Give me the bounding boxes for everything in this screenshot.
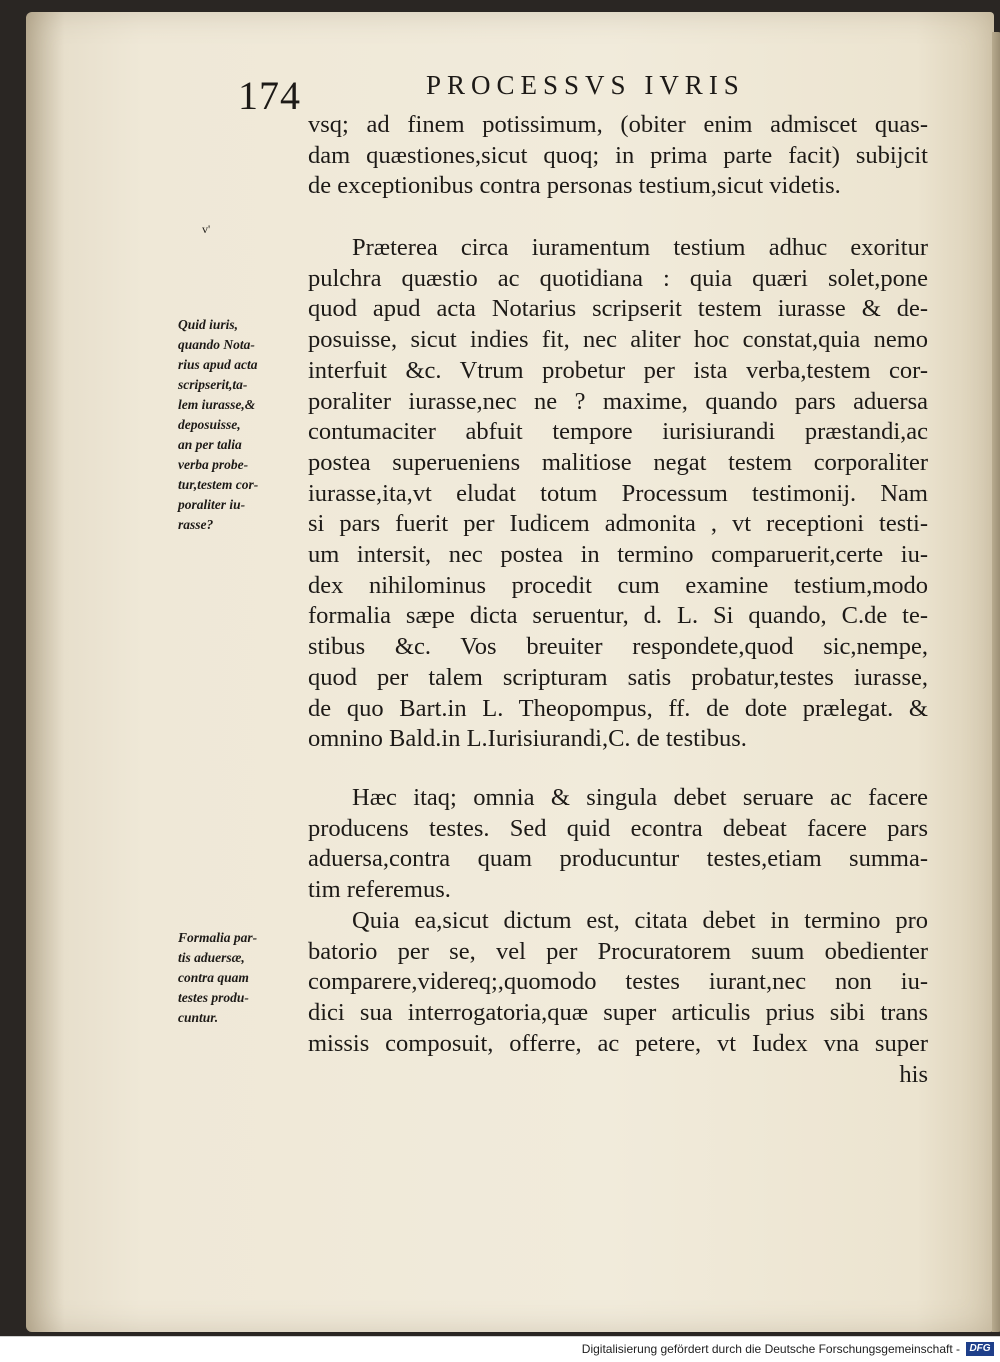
marginal-note-1 xyxy=(178,315,308,535)
text-line: stibus &c. Vos breuiter respondete,quod sic,nempe, xyxy=(308,633,928,661)
text-line: postea superueniens malitiose negat testem corporaliter xyxy=(308,448,928,476)
paragraph-1 xyxy=(308,110,928,202)
marginal-line: poraliter iu- xyxy=(178,497,246,512)
text-line: formalia sæpe dicta seruentur, d. L. Si quando, C.de te- xyxy=(308,602,928,630)
text-line: tim referemus. xyxy=(308,876,451,904)
text-line: dex nihilominus procedit cum examine testium,modo xyxy=(308,571,928,599)
text-line: pulchra quæstio ac quotidiana : quia quæri solet,pone xyxy=(308,264,928,292)
text-line: de quo Bart.in L. Theopompus, ff. de dote prælegat. & xyxy=(308,694,928,722)
text-line: Præterea circa iuramentum testium adhuc exoritur xyxy=(352,234,928,261)
text-line: Quia ea,sicut dictum est, citata debet in termino pro xyxy=(352,907,928,934)
marginal-line: lem iurasse,& xyxy=(178,397,256,412)
marginal-line: cuntur. xyxy=(178,1010,219,1025)
dfg-logo-icon[interactable]: DFG xyxy=(966,1342,994,1356)
stray-mark: v' xyxy=(202,222,211,236)
marginal-line: testes produ- xyxy=(178,990,249,1005)
paragraph-2 xyxy=(308,233,928,755)
text-line: Hæc itaq; omnia & singula debet seruare ac facere xyxy=(352,784,928,811)
text-line: iurasse,ita,vt eludat totum Processum testimonij. Nam xyxy=(308,479,928,507)
text-line: vsq; ad finem potissimum, (obiter enim admiscet quas- xyxy=(308,111,928,138)
text-line: quod per talem scripturam satis probatur,testes iurasse, xyxy=(308,663,928,691)
marginal-line: verba probe- xyxy=(178,457,249,472)
page-number: 174 xyxy=(238,73,301,118)
text-line: poraliter iurasse,nec ne ? maxime, quando pars aduersa xyxy=(308,387,928,415)
marginal-line: Formalia par- xyxy=(178,930,258,945)
text-line: dici sua interrogatoria,quæ super articulis prius sibi trans xyxy=(308,999,928,1027)
text-line: quod apud acta Notarius scripserit testem iurasse & de- xyxy=(308,295,928,323)
text-line: missis composuit, offerre, ac petere, vt Iudex vna super xyxy=(308,1029,928,1057)
text-line: si pars fuerit per Iudicem admonita , vt receptioni testi- xyxy=(308,510,928,538)
marginal-line: rasse? xyxy=(178,517,214,532)
text-line: um intersit, nec postea in termino comparuerit,certe iu- xyxy=(308,541,928,569)
text-line: dam quæstiones,sicut quoq; in prima parte facit) subijcit xyxy=(308,141,928,169)
paragraph-3 xyxy=(308,783,928,906)
marginal-line: rius apud acta xyxy=(178,357,258,372)
text-line: omnino Bald.in L.Iurisiurandi,C. de testibus. xyxy=(308,725,747,753)
marginal-line: contra quam xyxy=(178,970,249,985)
text-line: interfuit &c. Vtrum probetur per ista verba,testem cor- xyxy=(308,356,928,384)
page-edge xyxy=(992,32,1000,1332)
text-line: aduersa,contra quam producuntur testes,etiam summa- xyxy=(308,845,928,873)
footer-credit: Digitalisierung gefördert durch die Deutsche Forschungsgemeinschaft - xyxy=(581,1342,960,1356)
marginal-line: tur,testem cor- xyxy=(178,477,259,492)
text-line: posuisse, sicut indies fit, nec aliter hoc constat,quia nemo xyxy=(308,326,928,354)
running-head: PROCESSVS IVRIS xyxy=(426,70,745,100)
text-line: comparere,videreq;,quomodo testes iurant,nec non iu- xyxy=(308,968,928,996)
marginal-line: scripserit,ta- xyxy=(178,377,248,392)
marginal-line: Quid iuris, xyxy=(178,317,239,332)
text-line: contumaciter abfuit tempore iurisiurandi præstandi,ac xyxy=(308,418,928,446)
marginal-line: deposuisse, xyxy=(178,417,241,432)
marginal-note-2 xyxy=(178,928,308,1028)
marginal-line: an per talia xyxy=(178,437,242,452)
text-line: producens testes. Sed quid econtra debeat facere pars xyxy=(308,814,928,842)
text-line: batorio per se, vel per Procuratorem suum obedienter xyxy=(308,937,928,965)
paragraph-4 xyxy=(308,906,928,1090)
text-line: de exceptionibus contra personas testium,sicut videtis. xyxy=(308,172,841,200)
catchword: his xyxy=(899,1060,928,1088)
marginal-line: quando Nota- xyxy=(178,337,255,352)
marginal-line: tis aduersæ, xyxy=(178,950,245,965)
footer-bar xyxy=(0,1336,1000,1362)
